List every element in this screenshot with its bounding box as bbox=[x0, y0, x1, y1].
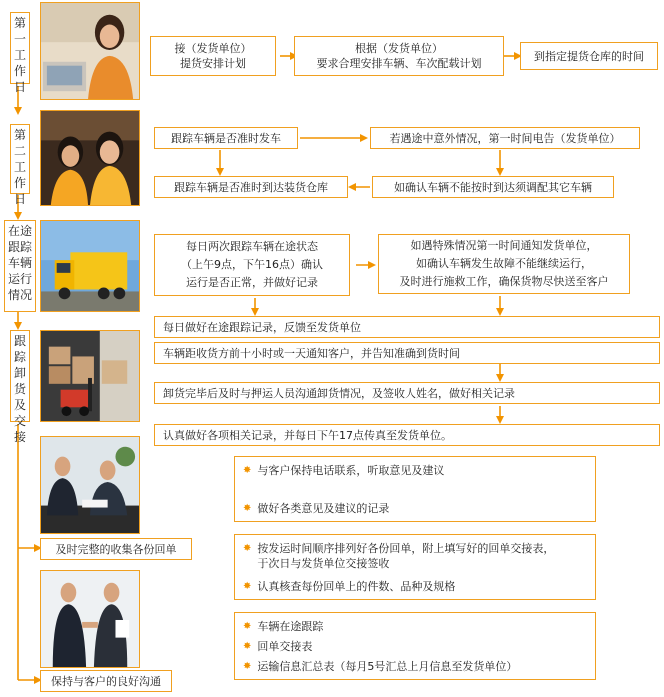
bullet-icon: ✸ bbox=[243, 543, 252, 554]
special-case-text: 如遇特殊情况第一时间通知发货单位， 如确认车辆发生故障不能继续运行， 及时进行施救工作，确保货物尽快送至客户 bbox=[399, 239, 609, 288]
reports-item bbox=[243, 659, 589, 674]
stage-label-day1 bbox=[10, 12, 30, 94]
fax-records-box bbox=[154, 424, 660, 446]
maintain-relations-box bbox=[40, 670, 172, 692]
notify-customer-box bbox=[154, 342, 660, 364]
stage-label-unload bbox=[10, 330, 30, 444]
feedback-item bbox=[243, 463, 589, 478]
check-arrival-text: 跟踪车辆是否准时到达装货仓库 bbox=[174, 180, 328, 194]
day1-step2-box bbox=[294, 36, 504, 76]
stage-label-transit-text: 在途跟踪车辆运行情况 bbox=[7, 224, 32, 302]
dispatch-other-text: 如确认车辆不能按时到达须调配其它车辆 bbox=[394, 180, 592, 194]
reports-item bbox=[243, 619, 589, 634]
receipts-item-text: 按发运时间顺序排列好各份回单，附上填写好的回单交接表， 于次日与发货单位交接签收 bbox=[257, 542, 555, 570]
receipts-box bbox=[234, 534, 596, 600]
receipts-item-text: 认真核查每份回单上的件数、品种及规格 bbox=[257, 580, 456, 593]
handover-box bbox=[154, 382, 660, 404]
reports-item-text: 车辆在途跟踪 bbox=[257, 620, 324, 633]
bullet-icon: ✸ bbox=[243, 661, 252, 672]
bullet-icon: ✸ bbox=[243, 581, 252, 592]
special-case-box bbox=[378, 234, 630, 294]
stage-label-day2 bbox=[10, 124, 30, 206]
day1-step1-box bbox=[150, 36, 276, 76]
reports-box bbox=[234, 612, 596, 680]
business-meeting-photo bbox=[40, 436, 140, 534]
day1-step1-text: 接（发货单位） 提货安排计划 bbox=[174, 42, 252, 70]
stage-label-transit bbox=[4, 220, 36, 312]
warehouse-forklift-photo bbox=[40, 330, 140, 422]
receipts-item bbox=[243, 579, 589, 594]
daily-record-box bbox=[154, 316, 660, 338]
daily-tracking-text: 每日两次跟踪车辆在途状态 （上午9点，下午16点）确认 运行是否正常，并做好记录 bbox=[181, 240, 323, 289]
handover-text: 卸货完毕后及时与押运人员沟通卸货情况，及签收人姓名，做好相关记录 bbox=[163, 386, 515, 400]
daily-tracking-box bbox=[154, 234, 350, 296]
bullet-icon: ✸ bbox=[243, 503, 252, 514]
check-departure-box bbox=[154, 127, 298, 149]
collect-receipts-box bbox=[40, 538, 192, 560]
reports-item-text: 运输信息汇总表（每月5号汇总上月信息至发货单位） bbox=[257, 660, 518, 673]
reports-item bbox=[243, 639, 589, 654]
bullet-icon: ✸ bbox=[243, 621, 252, 632]
fax-records-text: 认真做好各项相关记录，并每日下午17点传真至发货单位。 bbox=[163, 428, 452, 442]
accident-report-text: 若遇途中意外情况，第一时间电告（发货单位） bbox=[389, 131, 621, 145]
feedback-item bbox=[243, 501, 589, 516]
feedback-item-text: 与客户保持电话联系，听取意见及建议 bbox=[257, 464, 445, 477]
bullet-icon: ✸ bbox=[243, 465, 252, 476]
bullet-icon: ✸ bbox=[243, 641, 252, 652]
collect-receipts-text: 及时完整的收集各份回单 bbox=[55, 542, 177, 556]
daily-record-text: 每日做好在途跟踪记录，反馈至发货单位 bbox=[163, 320, 361, 334]
dispatch-other-box bbox=[372, 176, 614, 198]
day1-step3-text: 到指定提货仓库的时间 bbox=[534, 49, 644, 63]
handshake-photo bbox=[40, 570, 140, 668]
accident-report-box bbox=[370, 127, 640, 149]
day1-step3-box bbox=[520, 42, 658, 70]
feedback-box bbox=[234, 456, 596, 522]
receipts-item bbox=[243, 541, 589, 571]
maintain-relations-text: 保持与客户的良好沟通 bbox=[51, 674, 161, 688]
feedback-item-text: 做好各类意见及建议的记录 bbox=[257, 502, 390, 515]
stage-label-day2-text: 第二工作日 bbox=[13, 128, 26, 206]
reports-item-text: 回单交接表 bbox=[257, 640, 313, 653]
stage-label-day1-text: 第一工作日 bbox=[13, 16, 26, 94]
check-departure-text: 跟踪车辆是否准时发车 bbox=[171, 131, 281, 145]
yellow-truck-photo bbox=[40, 220, 140, 312]
stage-label-unload-text: 跟踪卸货及交接 bbox=[13, 334, 26, 444]
notify-customer-text: 车辆距收货方前十小时或一天通知客户，并告知准确到货时间 bbox=[163, 346, 460, 360]
call-center-photo bbox=[40, 110, 140, 206]
check-arrival-box bbox=[154, 176, 348, 198]
day1-step2-text: 根据（发货单位） 要求合理安排车辆、车次配载计划 bbox=[316, 42, 482, 70]
office-woman-photo bbox=[40, 2, 140, 100]
